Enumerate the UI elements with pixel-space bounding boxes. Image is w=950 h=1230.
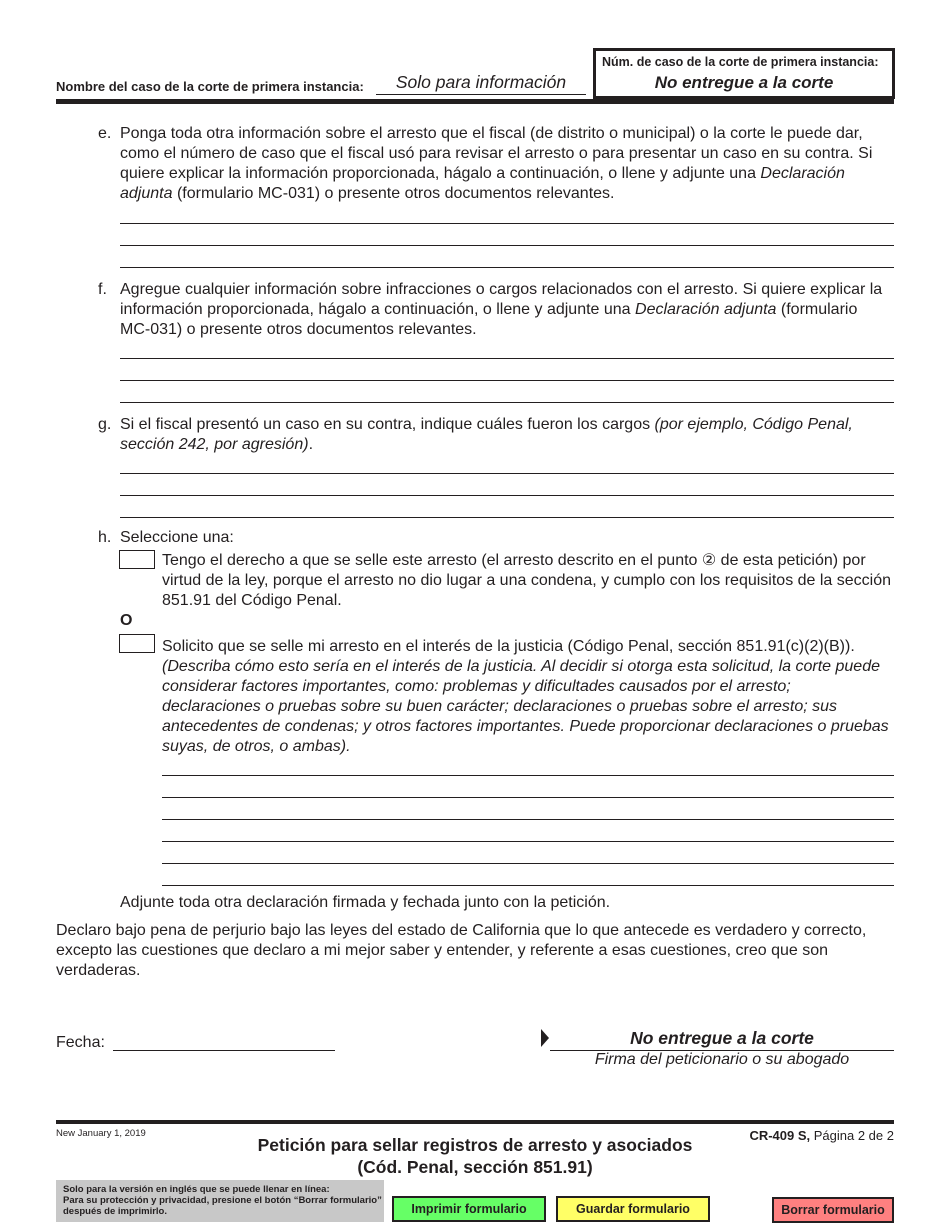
item-g-text: Si el fiscal presentó un caso en su contra, indique cuáles fueron los cargos (por ejemplo, Código Penal, sección 242, por agresión). (120, 416, 853, 453)
option-by-law-checkbox[interactable] (119, 550, 155, 569)
item-f-answer-line[interactable] (120, 402, 894, 403)
item-h-answer-line[interactable] (162, 863, 894, 864)
item-e-answer-line[interactable] (120, 223, 894, 224)
footer-rule (56, 1120, 894, 1124)
item-g-letter: g. (98, 416, 112, 433)
print-form-button[interactable]: Imprimir formulario (392, 1196, 546, 1222)
item-f-text: Agregue cualquier información sobre infracciones o cargos relacionados con el arresto. Si quiere explicar la información proporcionada, hágalo a continuación, o llene y adjunte una Declaración adjunta (formulario MC-031) o presente otros documentos relevantes. (120, 281, 883, 338)
case-name-label: Nombre del caso de la corte de primera instancia: (56, 79, 364, 94)
signature-field[interactable]: No entregue a la corte (550, 1028, 894, 1051)
item-e-answer-line[interactable] (120, 267, 894, 268)
item-g-answer-line[interactable] (120, 517, 894, 518)
case-number-field[interactable]: No entregue a la corte (654, 73, 834, 92)
item-h-answer-line[interactable] (162, 797, 894, 798)
signature-arrow-icon (541, 1029, 549, 1047)
case-number-box (593, 48, 895, 99)
or-label: O (120, 612, 133, 629)
item-h-intro: Seleccione una: (120, 529, 234, 546)
item-f-letter: f. (98, 281, 107, 298)
item-f-answer-line[interactable] (120, 358, 894, 359)
form-title: Petición para sellar registros de arresto y asociados (Cód. Penal, sección 851.91) (257, 1135, 693, 1177)
item-h-answer-line[interactable] (162, 819, 894, 820)
item-h-answer-line[interactable] (162, 841, 894, 842)
case-name-field[interactable]: Solo para información (376, 72, 586, 95)
item-g-answer-line[interactable] (120, 473, 894, 474)
clear-form-button[interactable]: Borrar formulario (772, 1197, 894, 1223)
item-g-answer-line[interactable] (120, 495, 894, 496)
date-label: Fecha: (56, 1034, 105, 1051)
case-number-label: Núm. de caso de la corte de primera instancia: (602, 55, 879, 69)
item-h-letter: h. (98, 529, 112, 546)
item-e-text: Ponga toda otra información sobre el arresto que el fiscal (de distrito o municipal) o la corte le puede dar, como el número de caso que el fiscal usó para revisar el arresto o para presentar un caso en su contra. Si quiere explicar la información proporcionada, hágalo a continuación, o llene y adjunte una Declaración adjunta (formulario MC-031) o presente otros documentos relevantes. (120, 125, 873, 202)
item-f-answer-line[interactable] (120, 380, 894, 381)
privacy-notice: Solo para la versión en inglés que se puede llenar en línea: Para su protección y privacidad, presione el botón “Borrar formulario” después de imprimirlo. (56, 1180, 384, 1222)
signature-caption: Firma del peticionario o su abogado (594, 1051, 850, 1068)
option-interest-of-justice-text: Solicito que se selle mi arresto en el interés de la justicia (Código Penal, sección 851.91(c)(2)(B)). (Describa cómo esto sería en el interés de la justicia. Al decidir si otorga esta solicitud, la corte puede considerar factores importantes, como: problemas y dificultades causados por el arresto; declaraciones o pruebas sobre su buen carácter; declaraciones o pruebas sobre el arresto; sus antecedentes de condenas; y otros factores importantes. Puede proporcionar declaraciones o pruebas suyas, de otros, o ambas). (162, 638, 889, 755)
item-h-answer-line[interactable] (162, 885, 894, 886)
item-e-answer-line[interactable] (120, 245, 894, 246)
item-e-letter: e. (98, 125, 112, 142)
form-page-number: CR-409 S, Página 2 de 2 (749, 1128, 894, 1143)
header-rule (56, 99, 894, 104)
revision-date: New January 1, 2019 (56, 1128, 146, 1139)
perjury-declaration: Declaro bajo pena de perjurio bajo las leyes del estado de California que lo que antecede es verdadero y correcto, excepto las cuestiones que declaro a mi mejor saber y entender, y referente a esas cuestiones, creo que son verdaderas. (56, 922, 867, 979)
date-field[interactable] (113, 1050, 335, 1051)
option-interest-of-justice-checkbox[interactable] (119, 634, 155, 653)
item-h-answer-line[interactable] (162, 775, 894, 776)
option-by-law-text: Tengo el derecho a que se selle este arresto (el arresto descrito en el punto ② de esta petición) por virtud de la ley, porque el arresto no dio lugar a una condena, y cumplo con los requisitos de la sección 851.91 del Código Penal. (162, 552, 892, 609)
attach-note: Adjunte toda otra declaración firmada y fechada junto con la petición. (120, 894, 611, 911)
save-form-button[interactable]: Guardar formulario (556, 1196, 710, 1222)
